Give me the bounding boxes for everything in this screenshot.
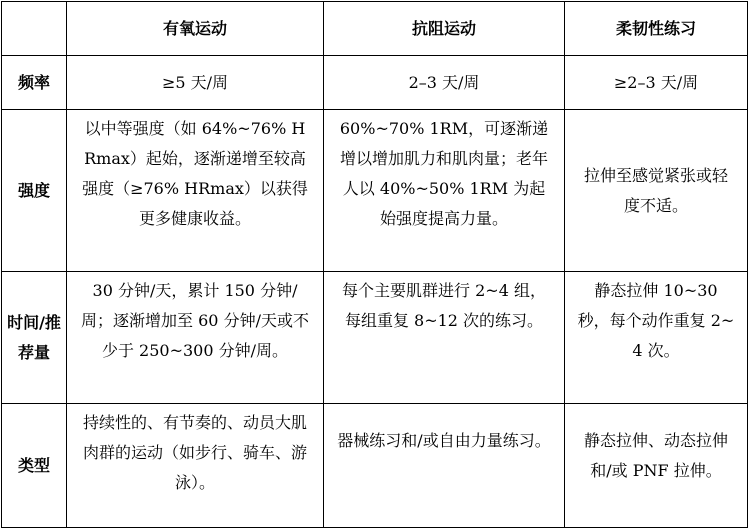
row-label-type: 类型: [2, 404, 67, 528]
header-aerobic: 有氧运动: [67, 2, 324, 56]
row-label-intensity: 强度: [2, 110, 67, 272]
cell-frequency-aerobic: ≥5 天/周: [67, 56, 324, 110]
cell-intensity-resistance: 60%~70% 1RM，可逐渐递增以增加肌力和肌肉量；老年人以 40%~50% 1RM 为起始强度提高力量。: [324, 110, 565, 272]
header-resistance: 抗阻运动: [324, 2, 565, 56]
cell-duration-resistance: 每个主要肌群进行 2~4 组，每组重复 8~12 次的练习。: [324, 272, 565, 404]
table-row-type: [2, 404, 748, 528]
cell-intensity-flexibility: 拉伸至感觉紧张或轻度不适。: [565, 110, 748, 272]
cell-intensity-aerobic: 以中等强度（如 64%~76% HRmax）起始，逐渐递增至较高强度（≥76% HRmax）以获得更多健康收益。: [67, 110, 324, 272]
corner-cell: [2, 2, 67, 56]
table-row-duration: [2, 272, 748, 404]
table-row-frequency: [2, 56, 748, 110]
row-label-duration: 时间/推荐量: [2, 272, 67, 404]
cell-type-flexibility: 静态拉伸、动态拉伸和/或 PNF 拉伸。: [565, 404, 748, 528]
cell-type-aerobic: 持续性的、有节奏的、动员大肌肉群的运动（如步行、骑车、游泳）。: [67, 404, 324, 528]
header-flexibility: 柔韧性练习: [565, 2, 748, 56]
row-label-frequency: 频率: [2, 56, 67, 110]
cell-frequency-flexibility: ≥2–3 天/周: [565, 56, 748, 110]
cell-duration-aerobic: 30 分钟/天，累计 150 分钟/周；逐渐增加至 60 分钟/天或不少于 250~300 分钟/周。: [67, 272, 324, 404]
cell-duration-flexibility: 静态拉伸 10~30 秒，每个动作重复 2~4 次。: [565, 272, 748, 404]
exercise-recommendation-table: [1, 1, 748, 528]
cell-frequency-resistance: 2–3 天/周: [324, 56, 565, 110]
cell-type-resistance: 器械练习和/或自由力量练习。: [324, 404, 565, 528]
header-row: [2, 2, 748, 56]
table-row-intensity: [2, 110, 748, 272]
